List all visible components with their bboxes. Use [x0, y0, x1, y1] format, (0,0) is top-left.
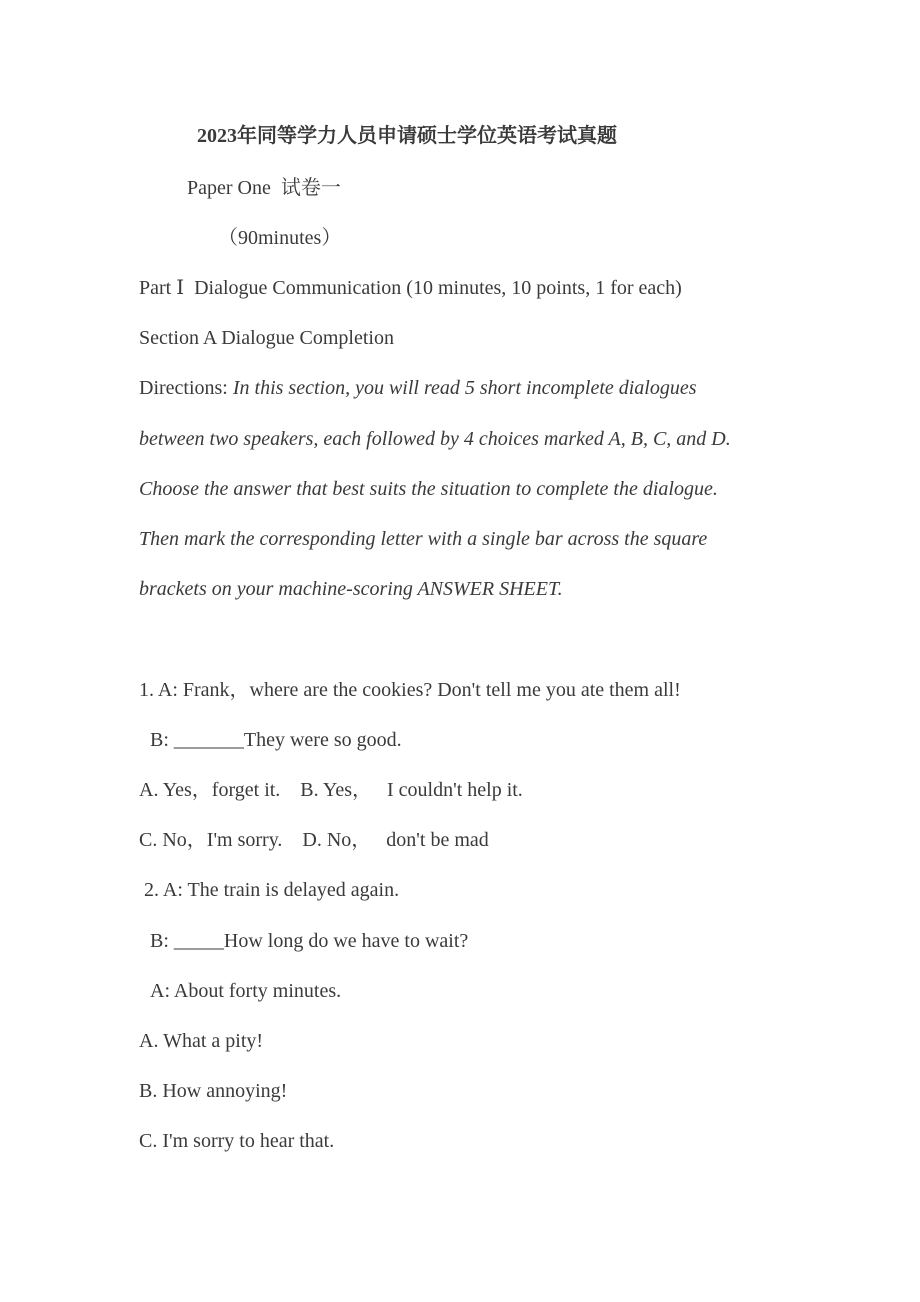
paper-one-heading: Paper One 试卷一	[187, 177, 341, 199]
question-2-option-c: C. I'm sorry to hear that.	[139, 1130, 335, 1152]
question-2-option-a: A. What a pity!	[139, 1030, 264, 1052]
directions-line-3: Choose the answer that best suits the situation to complete the dialogue.	[139, 478, 718, 500]
question-1-prompt: 1. A: Frank，where are the cookies? Don't tell me you ate them all!	[139, 679, 681, 701]
directions-label: Directions:	[139, 377, 233, 399]
question-2-prompt: 2. A: The train is delayed again.	[144, 879, 400, 901]
question-2-option-b: B. How annoying!	[139, 1080, 288, 1102]
directions-text: In this section, you will read 5 short incomplete dialogues	[232, 377, 697, 399]
part-heading: Part Ⅰ Dialogue Communication (10 minutes, 10 points, 1 for each)	[139, 277, 682, 299]
document-title: 2023年同等学力人员申请硕士学位英语考试真题	[197, 125, 617, 147]
question-1-response: B: _______They were so good.	[150, 729, 402, 751]
question-1-options-cd: C. No，I'm sorry. D. No， don't be mad	[139, 829, 489, 851]
directions-line-2: between two speakers, each followed by 4 choices marked A, B, C, and D.	[139, 428, 731, 450]
directions-line-5: brackets on your machine-scoring ANSWER SHEET.	[139, 578, 563, 600]
section-heading: Section A Dialogue Completion	[139, 327, 394, 349]
directions-line-1	[139, 374, 697, 402]
question-2-response: B: _____How long do we have to wait?	[150, 930, 469, 952]
duration-label: （90minutes）	[218, 227, 342, 249]
question-2-followup: A: About forty minutes.	[150, 980, 342, 1002]
directions-line-4: Then mark the corresponding letter with a single bar across the square	[139, 528, 708, 550]
question-1-options-ab: A. Yes，forget it. B. Yes， I couldn't help it.	[139, 779, 523, 801]
